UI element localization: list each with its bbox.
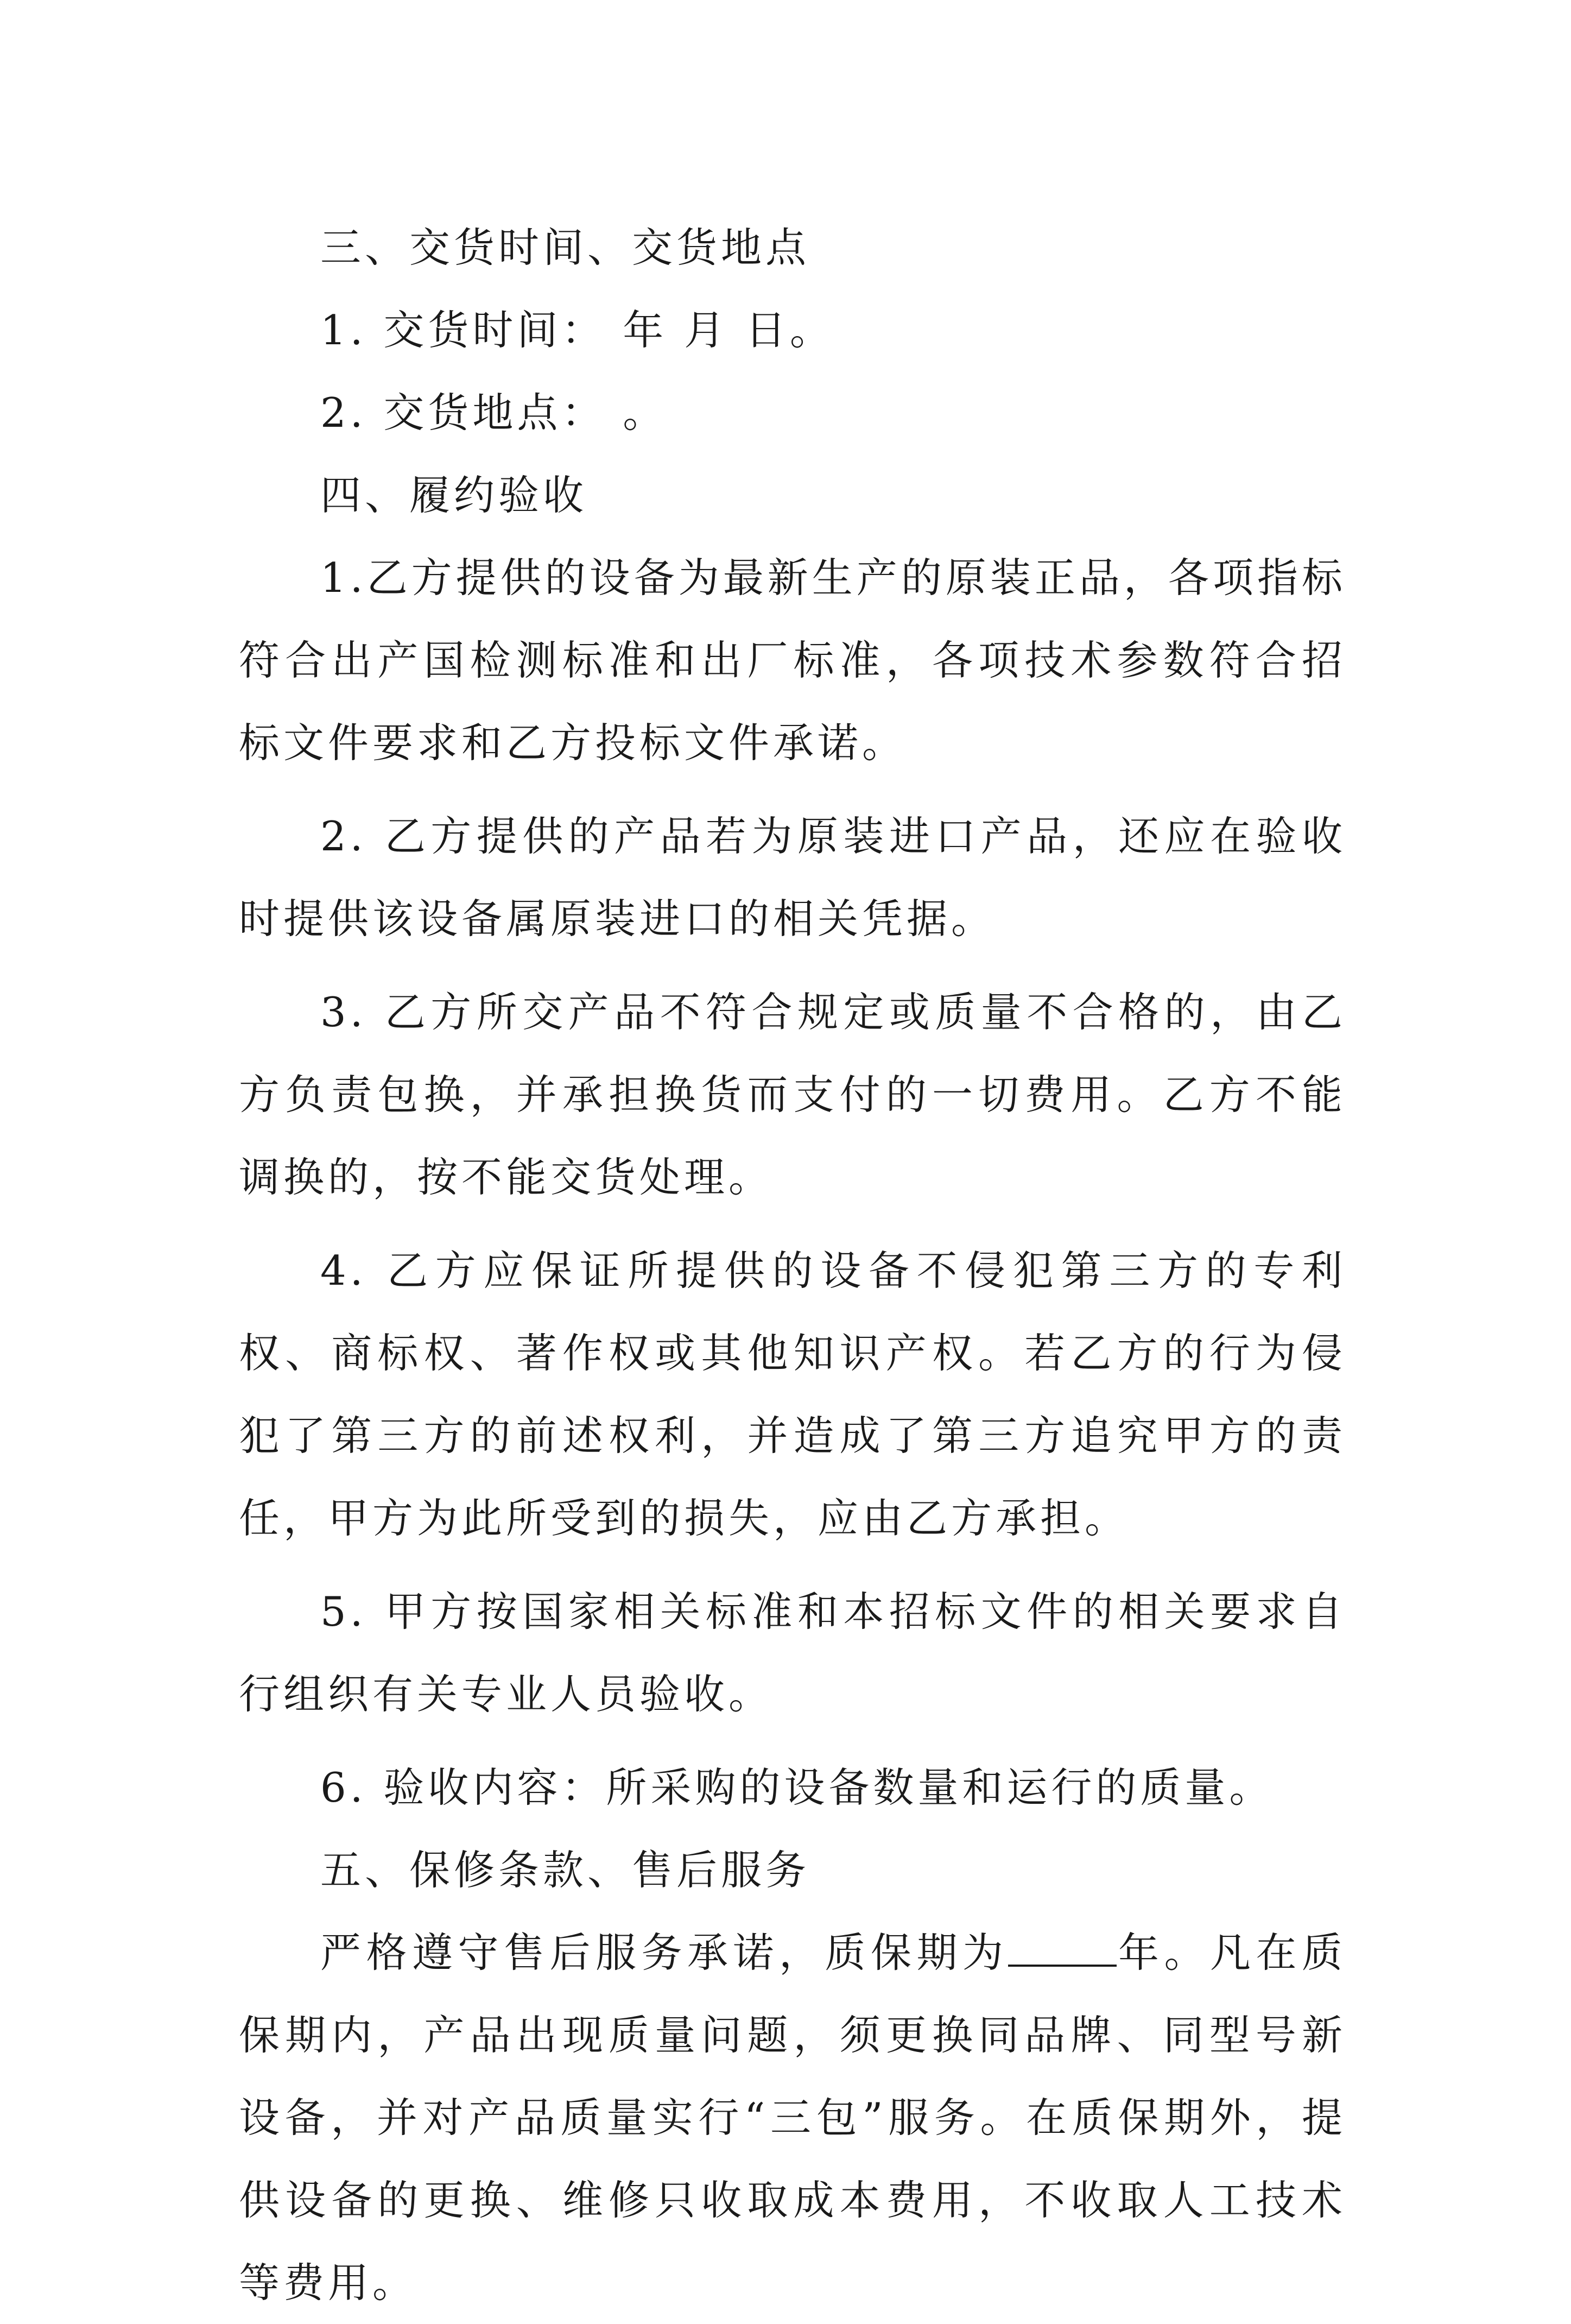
delivery-time-item: 1. 交货时间： 年 月 日。 xyxy=(320,306,834,354)
warranty-text-end: 年。凡在质保期内，产品出现质量问题，须更换同品牌、同型号新设备，并对产品质量实行“三包”服务。在质保期外，提供设备的更换、维修只收取成本费用，不收取人工技术等费用。 xyxy=(239,1929,1346,2307)
delivery-place-item: 2. 交货地点： 。 xyxy=(320,389,668,437)
section-heading-warranty: 五、保修条款、售后服务 xyxy=(320,1846,810,1894)
acceptance-item-1: 1.乙方提供的设备为最新生产的原装正品，各项指标符合出产国检测标准和出厂标准，各项技术参数符合招标文件要求和乙方投标文件承诺。 xyxy=(239,554,1346,767)
acceptance-item-6: 6. 验收内容：所采购的设备数量和运行的质量。 xyxy=(320,1764,1274,1811)
acceptance-item-5: 5. 甲方按国家相关标准和本招标文件的相关要求自行组织有关专业人员验收。 xyxy=(239,1588,1346,1718)
warranty-paragraph xyxy=(239,1911,1346,2324)
warranty-period-blank xyxy=(1008,1930,1117,1967)
acceptance-item-4: 4. 乙方应保证所提供的设备不侵犯第三方的专利权、商标权、著作权或其他知识产权。若乙方的行为侵犯了第三方的前述权利，并造成了第三方追究甲方的责任，甲方为此所受到的损失，应由乙方承担。 xyxy=(239,1247,1346,1542)
acceptance-item-2: 2. 乙方提供的产品若为原装进口产品，还应在验收时提供该设备属原装进口的相关凭据。 xyxy=(239,812,1346,943)
warranty-text-start: 严格遵守售后服务承诺，质保期为 xyxy=(320,1929,1009,1976)
section-heading-acceptance: 四、履约验收 xyxy=(320,471,588,519)
acceptance-item-3: 3. 乙方所交产品不符合规定或质量不合格的，由乙方负责包换，并承担换货而支付的一切费用。乙方不能调换的，按不能交货处理。 xyxy=(239,988,1346,1201)
section-heading-delivery: 三、交货时间、交货地点 xyxy=(320,224,810,271)
document-page xyxy=(239,206,1346,2324)
